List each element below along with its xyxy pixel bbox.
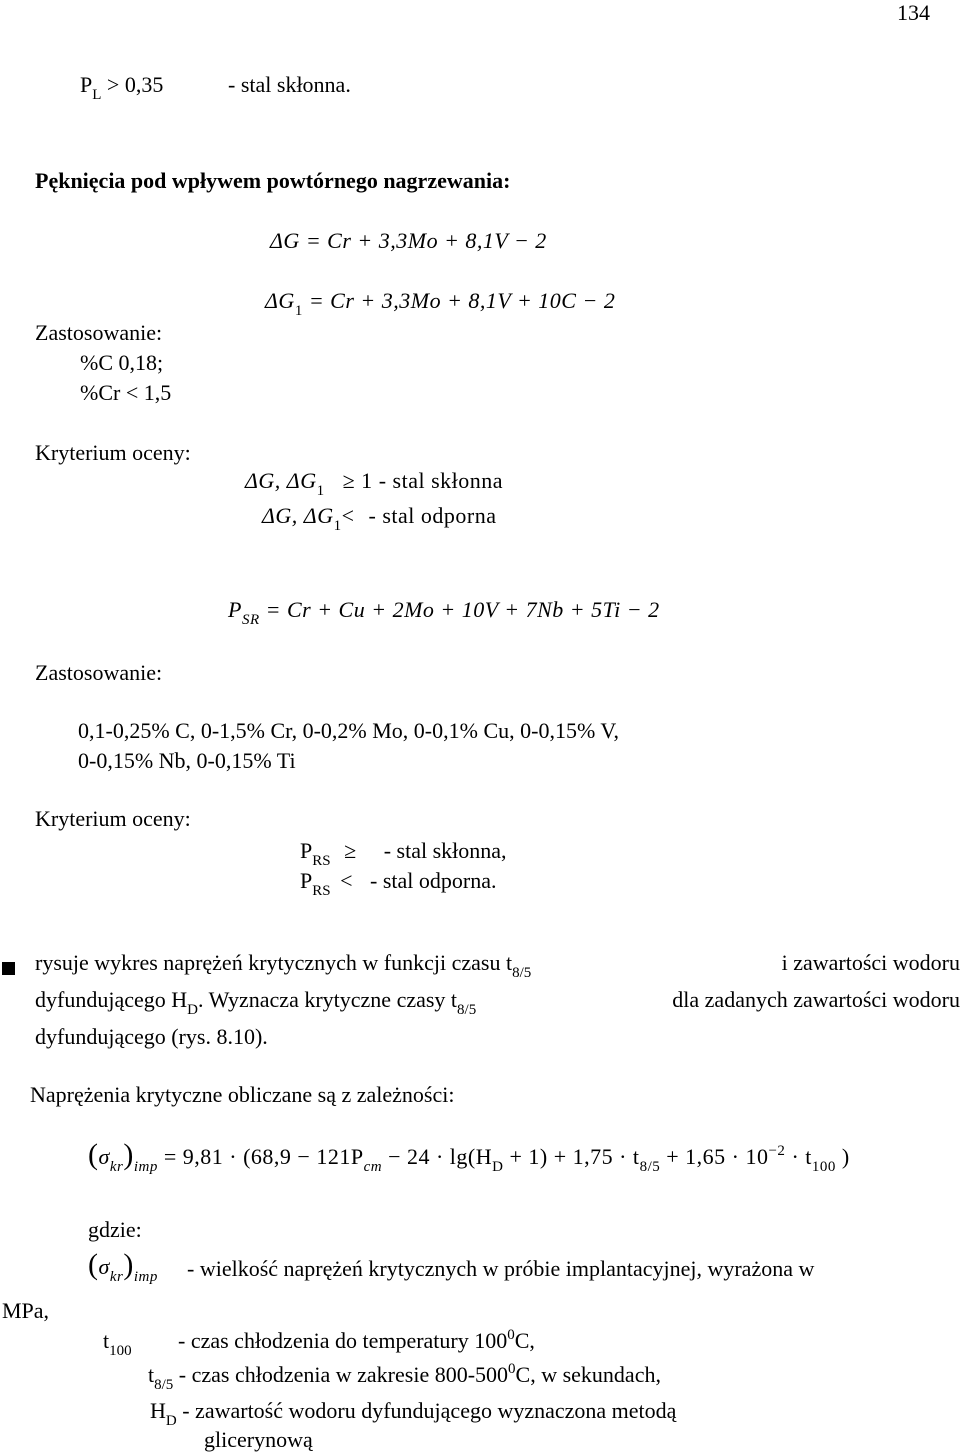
bullet-square-icon xyxy=(2,955,15,981)
zastosowanie-carbon: %C 0,18; xyxy=(80,350,164,375)
zastosowanie-chromium: %Cr < 1,5 xyxy=(80,380,172,405)
gdzie-t85-line: $t_{8/5}$ - czas chłodzenia w zakresie $800-500^0C$, w sekundach, xyxy=(148,1361,661,1393)
gdzie-hd-line2: glicerynową xyxy=(204,1427,313,1452)
kryterium-row-resistant: ΔG, $\Delta G_1<$ - stal odporna xyxy=(262,503,497,534)
gdzie-t100-symbol: $t_{100}$ xyxy=(103,1328,132,1359)
gdzie-mpa: MPa, xyxy=(2,1298,50,1323)
kryterium-label-2: Kryterium oceny: xyxy=(35,806,191,831)
bullet-para-line2: dyfundującego $H_D$. Wyznacza krytyczne czasy $t_{8/5}$ dla zadanych zawartości wodoru xyxy=(35,987,960,1018)
gdzie-t100-desc: - czas chłodzenia do temperatury $100^0C$, xyxy=(178,1327,535,1353)
gdzie-sigma-desc: - wielkość naprężeń krytycznych w próbie implantacyjnej, wyrażona w xyxy=(187,1256,815,1281)
zastosowanie-label-2: Zastosowanie: xyxy=(35,660,163,685)
equation-psr: $P_{SR} = Cr + Cu + 2Mo + 10V + 7Nb + 5Ti - 2$ xyxy=(228,597,660,628)
bullet-para-line3: dyfundującego (rys. 8.10). xyxy=(35,1024,268,1049)
zastosowanie-ranges-line2: 0-0,15% Nb, 0-0,15% Ti xyxy=(78,748,296,773)
page-number: 134 xyxy=(897,0,930,25)
kryterium2-row-susceptible: $P_{RS}$ ≥ - stal skłonna, xyxy=(300,838,507,869)
equation-delta-g: ΔG = Cr + 3,3Mo + 8,1V − 2 xyxy=(270,228,547,253)
gdzie-label: gdzie: xyxy=(88,1217,142,1242)
bullet-para-line1: rysuje wykres naprężeń krytycznych w funkcji czasu $t_{8/5}$ i zawartości wodoru xyxy=(35,950,960,981)
gdzie-hd-line: $H_D$ - zawartość wodoru dyfundującego wyznaczona metodą xyxy=(150,1398,677,1429)
equation-critical-stress: $(\sigma_{kr})_{imp} = 9,81 \cdot (68,9 - 121P_{cm} - 24 \cdot \lg(H_D + 1) + 1,75 \cdot t_{8/5} + 1,65 \cdot 10^{-2} \cdot t_{100}$ ) xyxy=(88,1138,850,1175)
naprezenia-intro: Naprężenia krytyczne obliczane są z zależności: xyxy=(30,1082,455,1107)
zastosowanie-label-1: Zastosowanie: xyxy=(35,320,163,345)
gdzie-sigma-symbol: $(\sigma_{kr})_{imp}$ xyxy=(88,1248,158,1285)
pl-description: - stal skłonna. xyxy=(228,72,351,97)
kryterium-label-1: Kryterium oceny: xyxy=(35,440,191,465)
section-heading: Pęknięcia pod wpływem powtórnego nagrzewania: xyxy=(35,168,511,193)
pl-condition: $P_L > 0,35$ xyxy=(80,72,164,103)
kryterium2-row-resistant: $P_{RS}$ < - stal odporna. xyxy=(300,868,497,899)
kryterium-row-susceptible: ΔG, $\Delta G_1 \ge 1$ - stal skłonna xyxy=(245,468,504,499)
zastosowanie-ranges-line1: 0,1-0,25% C, 0-1,5% Cr, 0-0,2% Mo, 0-0,1% Cu, 0-0,15% V, xyxy=(78,718,619,743)
equation-delta-g1: $\Delta G_1 = Cr + 3,3Mo + 8,1V + 10C - 2$ xyxy=(265,288,616,319)
